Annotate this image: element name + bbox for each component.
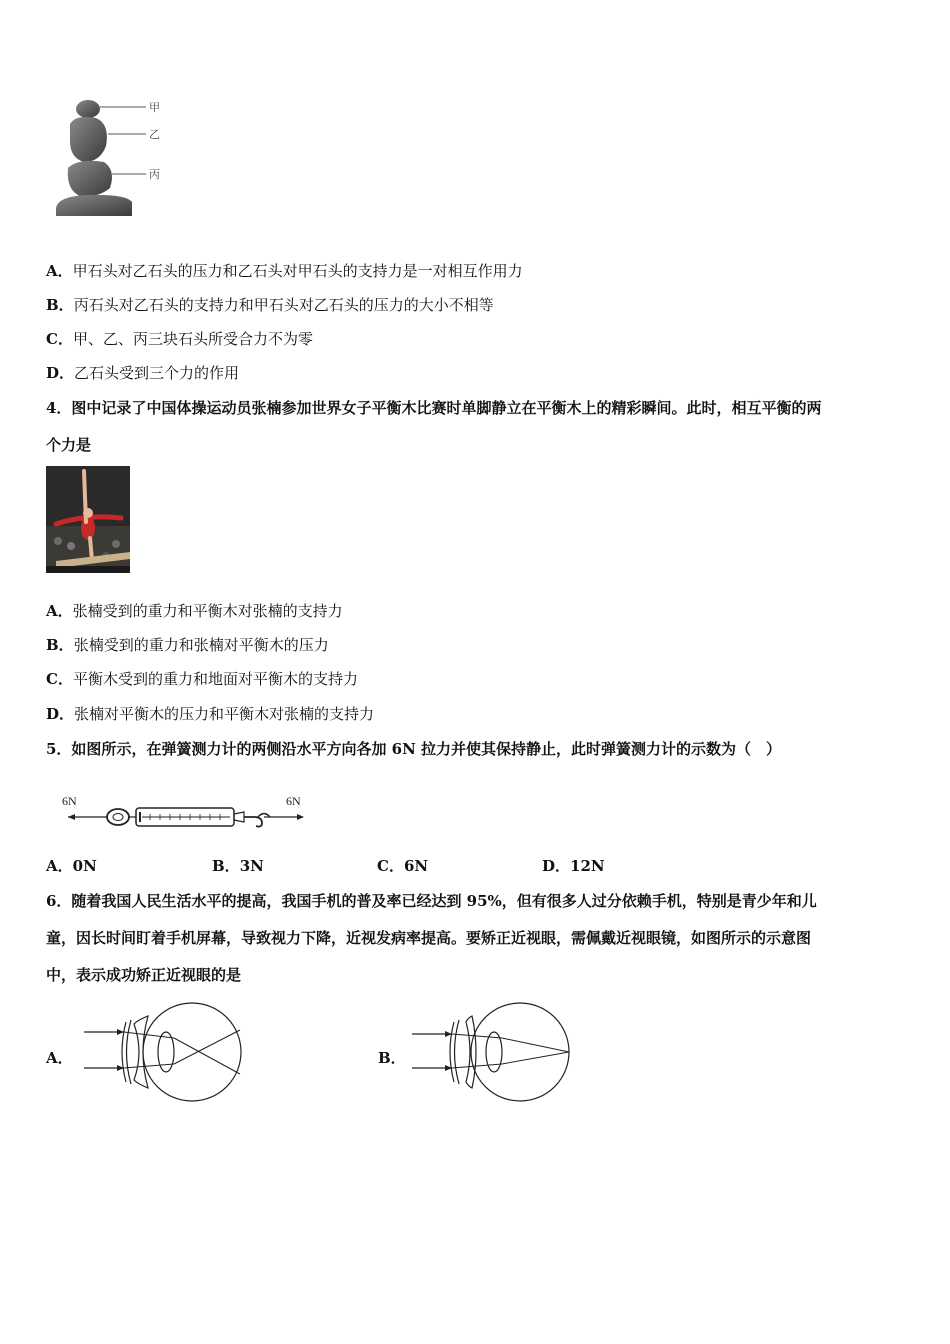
q3-option-b (46, 295, 494, 315)
option-label: A． (46, 602, 73, 620)
option-label: C． (377, 857, 404, 875)
option-text: 3N (239, 857, 264, 875)
rock-label-jia: 甲 (149, 101, 160, 114)
rock-label-bing: 丙 (149, 168, 160, 181)
gymnast-photo (46, 466, 130, 573)
option-label: A． (46, 262, 73, 280)
option-text: 甲、乙、丙三块石头所受合力不为零 (72, 330, 313, 348)
option-label: B． (212, 857, 240, 875)
q3-option-c (46, 329, 313, 349)
q5-option-c (377, 856, 428, 876)
option-text: 张楠受到的重力和平衡木对张楠的支持力 (72, 602, 343, 620)
option-text: 乙石头受到三个力的作用 (74, 364, 240, 382)
q4-stem-line1: 4．图中记录了中国体操运动员张楠参加世界女子平衡木比赛时单脚静立在平衡木上的精彩瞬间。此时，相互平衡的两 (46, 399, 822, 417)
q6-option-b-label (378, 1048, 406, 1068)
q4-option-d (46, 704, 374, 724)
eye-diagram-a (84, 1002, 254, 1102)
q6-stem-line2: 童，因长时间盯着手机屏幕，导致视力下降，近视发病率提高。要矫正近视眼，需佩戴近视眼镜，如图所示的示意图 (46, 929, 812, 947)
option-text: 张楠对平衡木的压力和平衡木对张楠的支持力 (74, 705, 375, 723)
q5-option-d (542, 856, 605, 876)
rock-bing (68, 161, 112, 196)
option-label: A． (46, 857, 73, 875)
rock-stack-figure (48, 96, 178, 221)
option-text: 平衡木受到的重力和地面对平衡木的支持力 (72, 670, 358, 688)
q4-stem-line2: 个力是 (46, 436, 92, 454)
option-label: C． (46, 330, 73, 348)
option-text: 张楠受到的重力和张楠对平衡木的压力 (73, 636, 329, 654)
q4-option-c (46, 669, 358, 689)
q3-option-d (46, 363, 239, 383)
option-label: D． (46, 705, 75, 723)
option-text: 甲石头对乙石头的压力和乙石头对甲石头的支持力是一对相互作用力 (72, 262, 523, 280)
option-label: B． (378, 1049, 406, 1067)
q3-option-a (46, 261, 523, 281)
q5-option-b (212, 856, 264, 876)
q6-stem-line1: 6．随着我国人民生活水平的提高，我国手机的普及率已经达到 95%，但有很多人过分依赖手机，特别是青少年和儿 (46, 892, 817, 910)
option-text: 6N (403, 857, 429, 875)
q6-option-a-label (46, 1048, 73, 1068)
option-label: D． (542, 857, 571, 875)
option-label: A． (46, 1049, 73, 1067)
option-label: D． (46, 364, 75, 382)
rock-base (56, 195, 132, 216)
spring-scale-figure (58, 790, 318, 838)
rock-yi (70, 117, 107, 162)
option-text: 12N (570, 857, 605, 875)
force-label-left: 6N (62, 794, 77, 808)
option-label: B． (46, 636, 74, 654)
q6-stem-line3: 中，表示成功矫正近视眼的是 (46, 966, 242, 984)
rock-jia (76, 100, 100, 118)
option-label: C． (46, 670, 73, 688)
force-label-right: 6N (286, 794, 301, 808)
rock-label-yi: 乙 (149, 128, 160, 141)
q5-option-a (46, 856, 97, 876)
q4-option-a (46, 601, 343, 621)
q5-stem: 5．如图所示，在弹簧测力计的两侧沿水平方向各加 6N 拉力并使其保持静止，此时弹簧测力计的示数为（ ） (46, 740, 782, 758)
q4-option-b (46, 635, 329, 655)
option-label: B． (46, 296, 74, 314)
option-text: 丙石头对乙石头的支持力和甲石头对乙石头的压力的大小不相等 (73, 296, 494, 314)
eye-diagram-b (410, 1002, 580, 1102)
option-text: 0N (72, 857, 97, 875)
